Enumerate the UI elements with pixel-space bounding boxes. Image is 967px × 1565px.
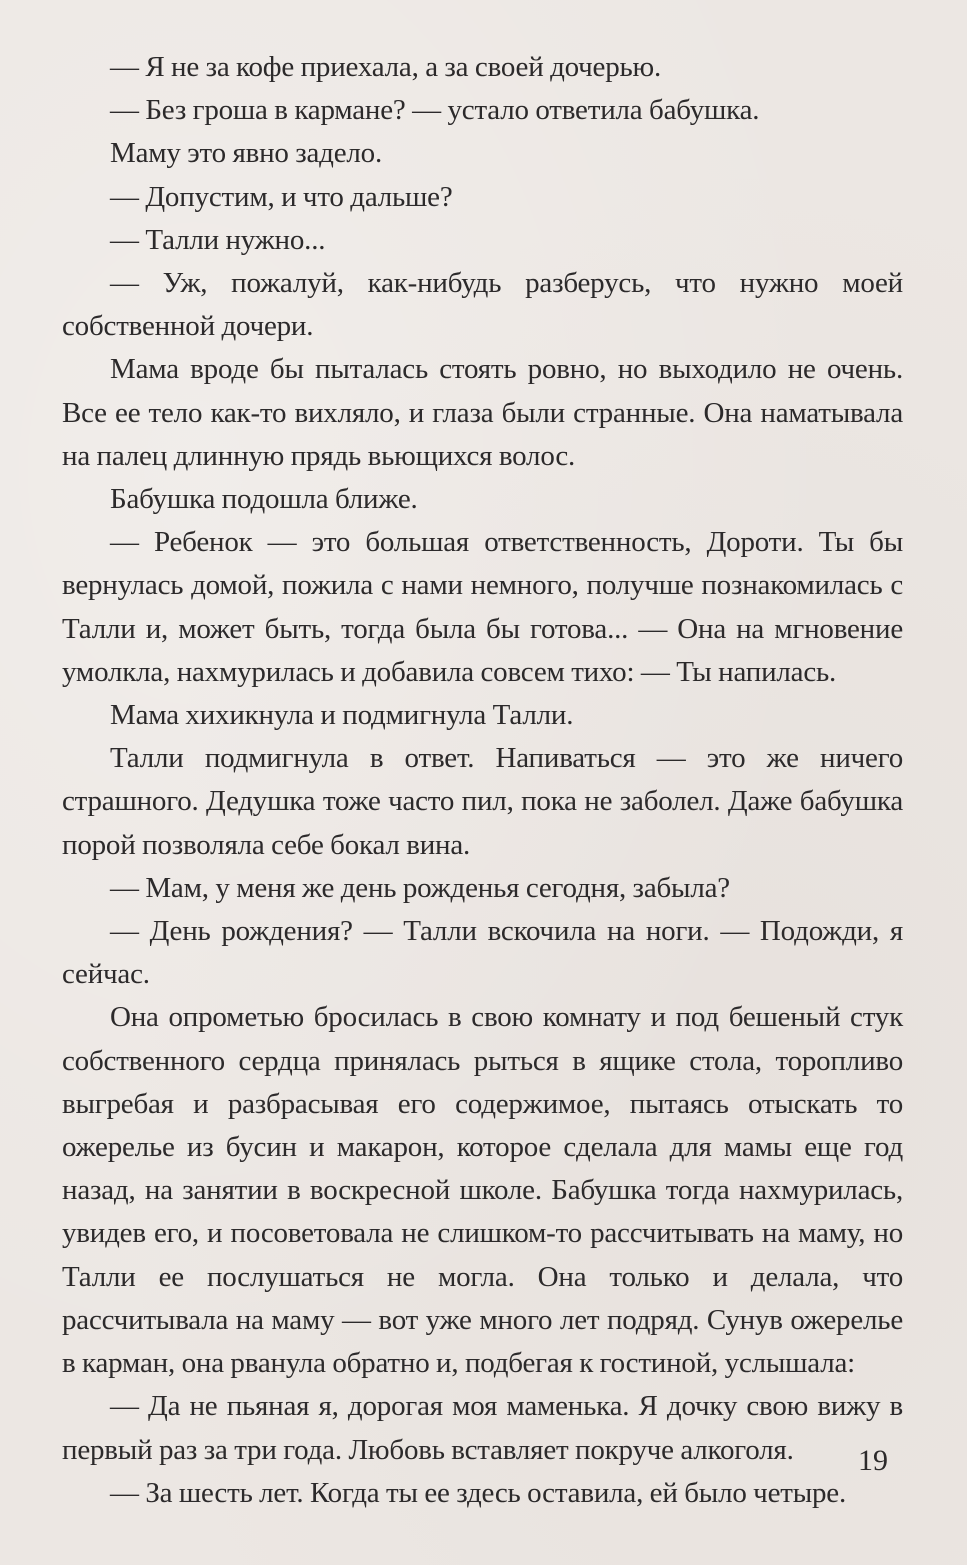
dialogue-line: — День рождения? — Талли вскочила на ноги. — Подожди, я сейчас.	[62, 915, 903, 991]
body-text	[62, 46, 903, 1515]
dialogue-line: — Ребенок — это большая ответственность, Дороти. Ты бы вернулась домой, пожила с нами немного, получше познакомилась с Талли и, может быть, тогда была бы готова... — Она на мгновение умолкла, нахмурилась и добавила совсем тихо: — Ты напилась.	[62, 526, 903, 688]
dialogue-line: — Уж, пожалуй, как-нибудь разберусь, что нужно моей собственной дочери.	[62, 267, 903, 343]
page-number: 19	[858, 1444, 888, 1477]
dialogue-line: — Допустим, и что дальше?	[110, 180, 453, 213]
paragraph: Мама хихикнула и подмигнула Талли.	[110, 699, 574, 732]
paragraph: Она опрометью бросилась в свою комнату и под бешеный стук собственного сердца принялась рыться в ящике стола, торопливо выгребая и разбрасывая его содержимое, пытаясь отыскать то ожерелье из бусин и макарон, которое сделала для мамы еще год назад, на занятии в воскресной школе. Бабушка тогда нахмурилась, увидев его, и посоветовала не слишком-то рассчитывать на маму, но Талли ее послушаться не могла. Она только и делала, что рассчитывала на маму — вот уже много лет подряд. Сунув ожерелье в карман, она рванула обратно и, подбегая к гостиной, услышала:	[62, 1001, 903, 1380]
dialogue-line: — Да не пьяная я, дорогая моя маменька. Я дочку свою вижу в первый раз за три года. Любовь вставляет покруче алкоголя.	[62, 1390, 903, 1466]
paragraph: Мама вроде бы пыталась стоять ровно, но выходило не очень. Все ее тело как-то вихляло, и глаза были странные. Она наматывала на палец длинную прядь вьющихся волос.	[62, 353, 903, 472]
paragraph: Талли подмигнула в ответ. Напиваться — это же ничего страшного. Дедушка тоже часто пил, пока не заболел. Даже бабушка порой позволяла себе бокал вина.	[62, 742, 903, 861]
dialogue-line: — За шесть лет. Когда ты ее здесь оставила, ей было четыре.	[110, 1476, 847, 1509]
dialogue-line: — Без гроша в кармане? — устало ответила бабушка.	[110, 94, 760, 127]
dialogue-line: — Талли нужно...	[110, 223, 326, 256]
paragraph: Маму это явно задело.	[110, 137, 383, 170]
paragraph: Бабушка подошла ближе.	[110, 483, 418, 516]
dialogue-line: — Я не за кофе приехала, а за своей дочерью.	[110, 51, 662, 83]
dialogue-line: — Мам, у меня же день рожденья сегодня, забыла?	[110, 871, 730, 904]
